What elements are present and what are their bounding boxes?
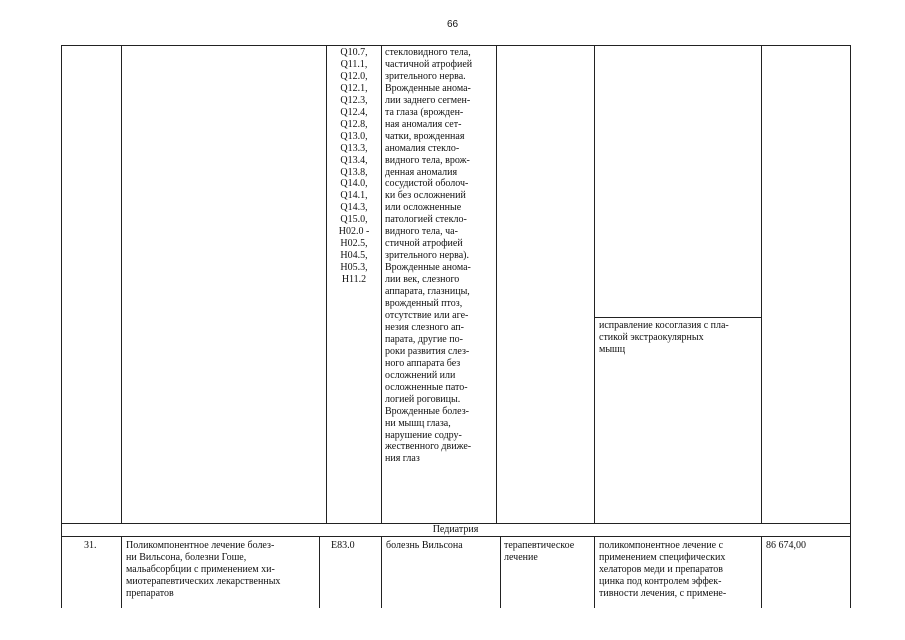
icd-codes-column: Q10.7, Q11.1, Q12.0, Q12.1, Q12.3, Q12.4, Q12.8, Q13.0, Q13.3, Q13.4, Q13.8, Q14.0, Q14.1, Q14.3, Q15.0, H02.0 - H02.5, H04.5, H05.3, H11.2 — [338, 47, 370, 286]
col-border-7 — [850, 45, 851, 608]
section-title: Педиатрия — [432, 524, 479, 535]
col-border-5 — [594, 45, 595, 523]
col-border-6 — [761, 45, 762, 523]
row31-model: болезнь Вильсона — [386, 540, 463, 551]
table-top-border — [61, 45, 851, 46]
section-bottom-border — [61, 536, 851, 537]
row31-method: поликомпонентное лечение с применением специфических хелаторов меди и препаратов цинка под контролем эффек- тивности лечения, с примене- — [599, 540, 727, 599]
page-number: 66 — [446, 19, 459, 30]
row31-treatment-type: терапевтическое лечение — [504, 540, 575, 563]
row31-cost: 86 674,00 — [766, 540, 806, 551]
row31-border-5 — [594, 536, 595, 608]
col-border-1 — [121, 45, 122, 523]
row31-border-1 — [121, 536, 122, 608]
row31-border-4 — [500, 536, 501, 608]
row31-border-6 — [761, 536, 762, 608]
row31-border-2 — [319, 536, 320, 608]
row31-name: Поликомпонентное лечение болез- ни Вильсона, болезни Гоше, мальабсорбции с применением хи- миотерапевтических лекарственных препаратов — [126, 540, 281, 599]
method-cell-divider — [594, 317, 761, 318]
row31-border-3 — [381, 536, 382, 608]
row31-code: E83.0 — [331, 540, 355, 551]
treatment-method-cell: исправление косоглазия с пла- стикой экстраокулярных мышц — [599, 320, 729, 355]
row-number: 31. — [84, 540, 97, 551]
col-border-4 — [496, 45, 497, 523]
patient-model-column: стекловидного тела, частичной атрофией зрительного нерва. Врожденные анома- лии заднего сегмен- та глаза (врожден- ная аномалия сет- чатки, врожденная аномалия стекло- видного тела, врож- денная аномалия сосудистой оболоч- ки без осложнений или осложненные патологией стекло- видного тела, ча- стичной атрофией зрительного нерва). Врожденные анома- лии век, слезного аппарата, глазницы, врожденный птоз, отсутствие или аге- незия слезного ап- парата, другие по- роки развития слез- ного аппарата без осложнений или осложненные пато- логией роговицы. Врожденные болез- ни мышц глаза, нарушение содру- жественного движе- ния глаз — [385, 47, 473, 465]
